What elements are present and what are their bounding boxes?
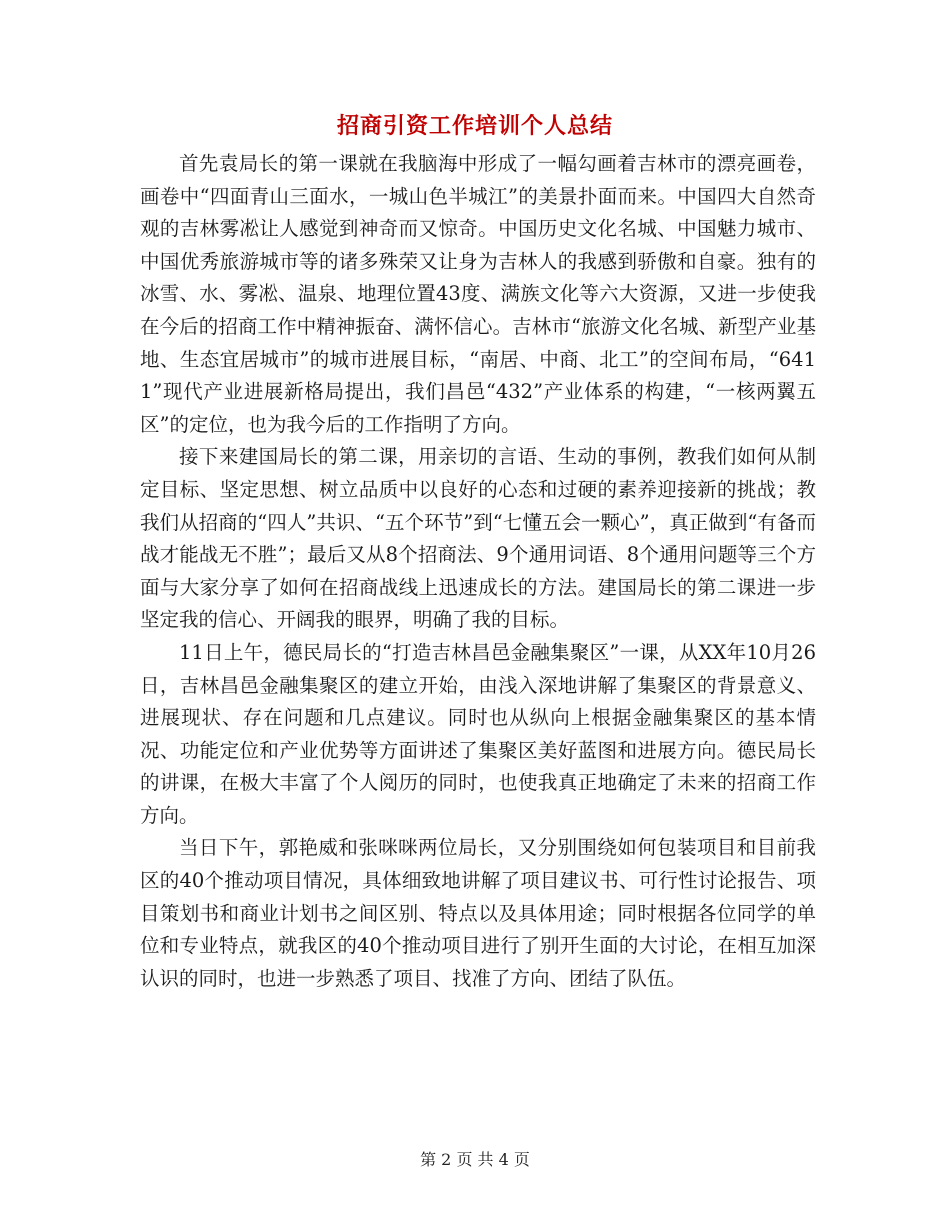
document-title: 招商引资工作培训个人总结 [336, 113, 613, 139]
document-body [140, 148, 816, 995]
paragraph-4: 当日下午，郭艳威和张咪咪两位局长，又分别围绕如何包装项目和目前我区的40个推动项目情况，具体细致地讲解了项目建议书、可行性讨论报告、项目策划书和商业计划书之间区别、特点以及具体用途；同时根据各位同学的单位和专业特点，就我区的40个推动项目进行了别开生面的大讨论，在相互加深认识的同时，也进一步熟悉了项目、找准了方向、团结了队伍。 [140, 836, 816, 990]
paragraph-1: 首先袁局长的第一课就在我脑海中形成了一幅勾画着吉林市的漂亮画卷，画卷中“四面青山三面水，一城山色半城江”的美景扑面而来。中国四大自然奇观的吉林雾凇让人感觉到神奇而又惊奇。中国历史文化名城、中国魅力城市、中国优秀旅游城市等的诸多殊荣又让身为吉林人的我感到骄傲和自豪。独有的冰雪、水、雾凇、温泉、地理位置43度、满族文化等六大资源，又进一步使我在今后的招商工作中精神振奋、满怀信心。吉林市“旅游文化名城、新型产业基地、生态宜居城市”的城市进展目标，“南居、中商、北工”的空间布局，“6411”现代产业进展新格局提出，我们昌邑“432”产业体系的构建，“一核两翼五区”的定位，也为我今后的工作指明了方向。 [140, 152, 816, 436]
page-footer [0, 1148, 950, 1172]
paragraph-3: 11日上午，德民局长的“打造吉林昌邑金融集聚区”一课，从XX年10月26日，吉林昌邑金融集聚区的建立开始，由浅入深地讲解了集聚区的背景意义、进展现状、存在问题和几点建议。同时也从纵向上根据金融集聚区的基本情况、功能定位和产业优势等方面讲述了集聚区美好蓝图和进展方向。德民局长的讲课，在极大丰富了个人阅历的同时，也使我真正地确定了未来的招商工作方向。 [140, 640, 816, 827]
paragraph-2: 接下来建国局长的第二课，用亲切的言语、生动的事例，教我们如何从制定目标、坚定思想、树立品质中以良好的心态和过硬的素养迎接新的挑战；教我们从招商的“四人”共识、“五个环节”到“七懂五会一颗心”，真正做到“有备而战才能战无不胜”；最后又从8个招商法、9个通用词语、8个通用问题等三个方面与大家分享了如何在招商战线上迅速成长的方法。建国局长的第二课进一步坚定我的信心、开阔我的眼界，明确了我的目标。 [140, 445, 816, 632]
page-number: 第 2 页 共 4 页 [420, 1150, 530, 1169]
